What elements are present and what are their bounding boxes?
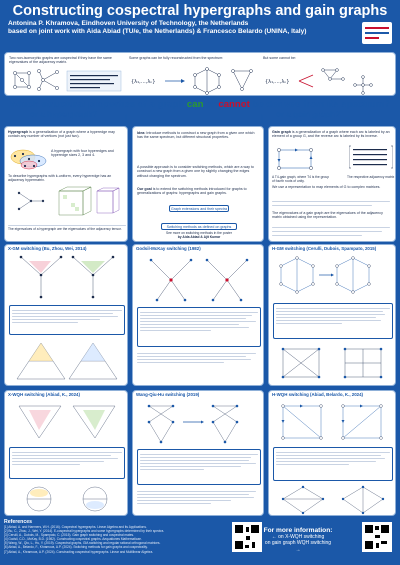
- intro-panel: [4, 52, 396, 96]
- h-wqh-example-diagram: [277, 485, 389, 515]
- reference-item: [3] Cerulli, A., Dubois, M., Spampato, C. (2015). Gain graph switching and cospectral mates.: [4, 533, 135, 538]
- intro-left-caption: Two non-isomorphic graphs are cospectral if they have the same eigenvalues of the adjacency matrix.: [9, 56, 112, 65]
- reference-item: [5] Wang, W., Qiu, L., Hu, Y. (2019). Cospectral graphs, GM-switching and regular rational orthogonal matrices.: [4, 541, 161, 546]
- university-logo: [362, 22, 392, 44]
- switching-poster-authors: by Aida Abiad & Ajit Kumar: [177, 235, 221, 239]
- switching-approach-text: A possible approach is to consider switching methods, which are a way to construct a new graph from a given one by slightly changing the edges without changing the spectrum.: [137, 165, 254, 178]
- x-wqh-example-diagram: [11, 483, 123, 515]
- h-wqh-switching-title: H-WQH switching (Abiad, Belardo, K., 2024): [272, 392, 363, 397]
- godsil-mckay-theorem-box: [137, 307, 261, 347]
- hypergraph-example-diagram: [9, 145, 49, 173]
- question-gain-graph: or a gain graph?: [276, 110, 341, 119]
- x-wqh-link[interactable]: ← on X-WQH switching: [271, 534, 325, 540]
- gain-graph-intro: [272, 130, 393, 139]
- idea-panel: [132, 126, 264, 242]
- goal-text: is to extend the switching methods introduced for graphs to generalizations of graphs: hypergraphs and gain graphs.: [137, 187, 247, 196]
- question-can: can: [186, 99, 204, 110]
- graph-extensions-box: [169, 205, 229, 212]
- non-reconstructable-graph-diagram: [263, 65, 393, 95]
- x-gm-theorem-box: [9, 305, 125, 335]
- hypergraph-definition-panel: [4, 126, 128, 242]
- cospectral-pair-diagram: [9, 67, 125, 95]
- author-line: Antonina P. Khramova, Eindhoven University of Technology, the Netherlands: [8, 20, 249, 27]
- x-wqh-switching-diagram: [11, 400, 123, 444]
- wang-qiu-hu-diagram: [143, 400, 255, 446]
- x-wqh-switching-title: X-WQH switching (Abiad, K., 2024): [8, 392, 80, 397]
- x-gm-switching-panel: [4, 244, 128, 386]
- question-suffix: be derived from its spectrum?: [249, 99, 391, 110]
- gain-graph-definition-panel: [268, 126, 396, 242]
- gain-adjacency-matrix: [349, 145, 393, 169]
- godsil-mckay-switching-panel: [132, 244, 264, 386]
- godsil-mckay-diagram: [143, 254, 255, 304]
- idea-text-block: [137, 131, 261, 140]
- idea-lead: Idea:: [137, 131, 146, 135]
- reference-item: [2] Bu, C., Zhou, J., Wei, Y. (2014). E-cospectral hypergraphs and some hypergraphs determined by their spectra.: [4, 529, 165, 534]
- qr-code-gain-graph-wqh[interactable]: [362, 522, 392, 552]
- more-info-section: [262, 527, 334, 553]
- reference-item: [7] Abiad, A., Khramova, A.P. (2024). Constructing cospectral hypergraphs. Linear and Multilinear Algebra.: [4, 549, 154, 554]
- qr-code-x-wqh[interactable]: [232, 522, 262, 552]
- godsil-mckay-switching-title: Godsil-McKay switching (1982): [136, 246, 201, 251]
- intro-mid-caption: Some graphs can be fully reconstructed from the spectrum:: [129, 56, 224, 60]
- reconstructable-graph-diagram: [129, 65, 259, 95]
- x-wqh-switching-panel: [4, 390, 128, 516]
- goal-text-block: [137, 187, 261, 196]
- godsil-mckay-text: [137, 351, 261, 365]
- hypergraph-term: Hypergraph: [8, 130, 29, 134]
- wang-qiu-hu-theorem-box: [137, 449, 261, 485]
- h-wqh-theorem-box: [273, 447, 393, 481]
- wang-qiu-hu-switching-panel: [132, 390, 264, 516]
- wang-qiu-hu-text: [137, 489, 261, 506]
- x-wqh-theorem-box: [9, 447, 125, 479]
- gain-representation-text: We use a representation to map elements of G to complex matrices.: [272, 185, 381, 189]
- x-gm-example-diagram: [11, 339, 123, 383]
- references-title: References: [4, 519, 32, 525]
- reference-item: [6] Abiad, A., Belardo, F., Khramova, A.P. (2024). Switching methods for gain graphs and cospectrality.: [4, 545, 148, 550]
- gain-graph-wqh-link[interactable]: on gain graph WQH switching →: [264, 540, 332, 553]
- hypergraph-adjacency-text: To describe hypergraphs with k-uniform, every hyperedge has an adjacency hypermatrix.: [8, 174, 112, 183]
- poster-title: Constructing cospectral hypergraphs and gain graphs: [12, 3, 388, 19]
- h-gm-switching-diagram: [277, 254, 389, 300]
- references-section: [4, 519, 264, 563]
- joint-work-line: based on joint work with Aida Abiad (TU/e, the Netherlands) & Francesco Belardo (UNINA, Italy): [8, 28, 307, 35]
- more-info-title: For more information:: [263, 527, 333, 534]
- gain-adjacency-caption: The respective adjacency matrix: [347, 175, 395, 179]
- gain-graph-text: is a generalization of a graph where each arc is labeled by an element of a group G, and the reverse arc is labeled by its inverse.: [272, 130, 390, 139]
- hypergraph-example-caption: A hypergraph with four hyperedges and hyperedge sizes 2, 3 and 4.: [51, 149, 114, 158]
- adjacency-tensor-diagram: [13, 185, 123, 221]
- h-gm-theorem-box: [273, 303, 393, 339]
- reference-item: [4] Godsil, C.D., McKay, B.D. (1982). Constructing cospectral graphs. Aequationes Mathematicae.: [4, 537, 142, 542]
- hypergraph-intro: [8, 130, 125, 139]
- intro-right-caption: But some cannot be:: [263, 56, 296, 60]
- poster-header: [0, 0, 400, 52]
- gain-graph-term: Gain graph: [272, 130, 291, 134]
- question-prefix: Which structural properties of a graph: [9, 99, 187, 110]
- hypergraph-eigen-note: The eigenvalues of a hypergraph are the eigenvalues of the adjacency tensor.: [8, 227, 122, 231]
- question-arrows: [0, 108, 400, 128]
- question-cannot: cannot: [218, 99, 250, 110]
- goal-lead: Our goal: [137, 187, 152, 191]
- gain-graph-example-caption: A T4-gain graph, where T4 is the group of fourth roots of unity.: [272, 175, 330, 183]
- switching-methods-box: [161, 223, 237, 230]
- h-wqh-switching-panel: [268, 390, 396, 516]
- wang-qiu-hu-switching-title: Wang-Qiu-Hu switching (2019): [136, 392, 200, 397]
- reference-item: [1] Abiad, A. and Haemers, W.H. (2016). Cospectral hypergraphs. Linear Algebra and its Applications.: [4, 525, 147, 529]
- question-hypergraph: or a hypergraph?: [30, 110, 98, 119]
- switching-methods-label: Switching methods as defined on graphs: [166, 225, 232, 229]
- h-gm-switching-title: H-GM switching (Cerulli, Dubois, Spampato, 2015): [272, 246, 377, 251]
- idea-text: Introduce methods to construct a new graph from a given one which has the same spectrum, but different structural properties.: [137, 131, 255, 140]
- switching-poster-note: See more on switching methods in the poster: [166, 231, 232, 235]
- h-gm-switching-panel: [268, 244, 396, 386]
- gain-graph-example-diagram: [273, 144, 319, 174]
- svg-text:{λ₁,…,λₙ}: {λ₁,…,λₙ}: [265, 79, 290, 85]
- svg-text:{λ₁,…,λₙ}: {λ₁,…,λₙ}: [131, 79, 156, 85]
- x-gm-switching-diagram: [11, 253, 123, 301]
- gain-eigen-note: The eigenvalues of a gain graph are the eigenvalues of the adjacency matrix obtained using the representation.: [272, 211, 383, 220]
- hypergraph-text: is a generalization of a graph where a hyperedge may contain any number of vertices (not just two).: [8, 130, 115, 139]
- h-wqh-switching-diagram: [277, 400, 389, 444]
- graph-extensions-label: Graph extensions and their spectra: [171, 207, 227, 211]
- h-gm-example-diagram: [277, 343, 389, 383]
- question-or: or: [203, 99, 219, 110]
- x-gm-switching-title: X-GM switching (Bu, Zhou, Wei, 2014): [8, 246, 87, 251]
